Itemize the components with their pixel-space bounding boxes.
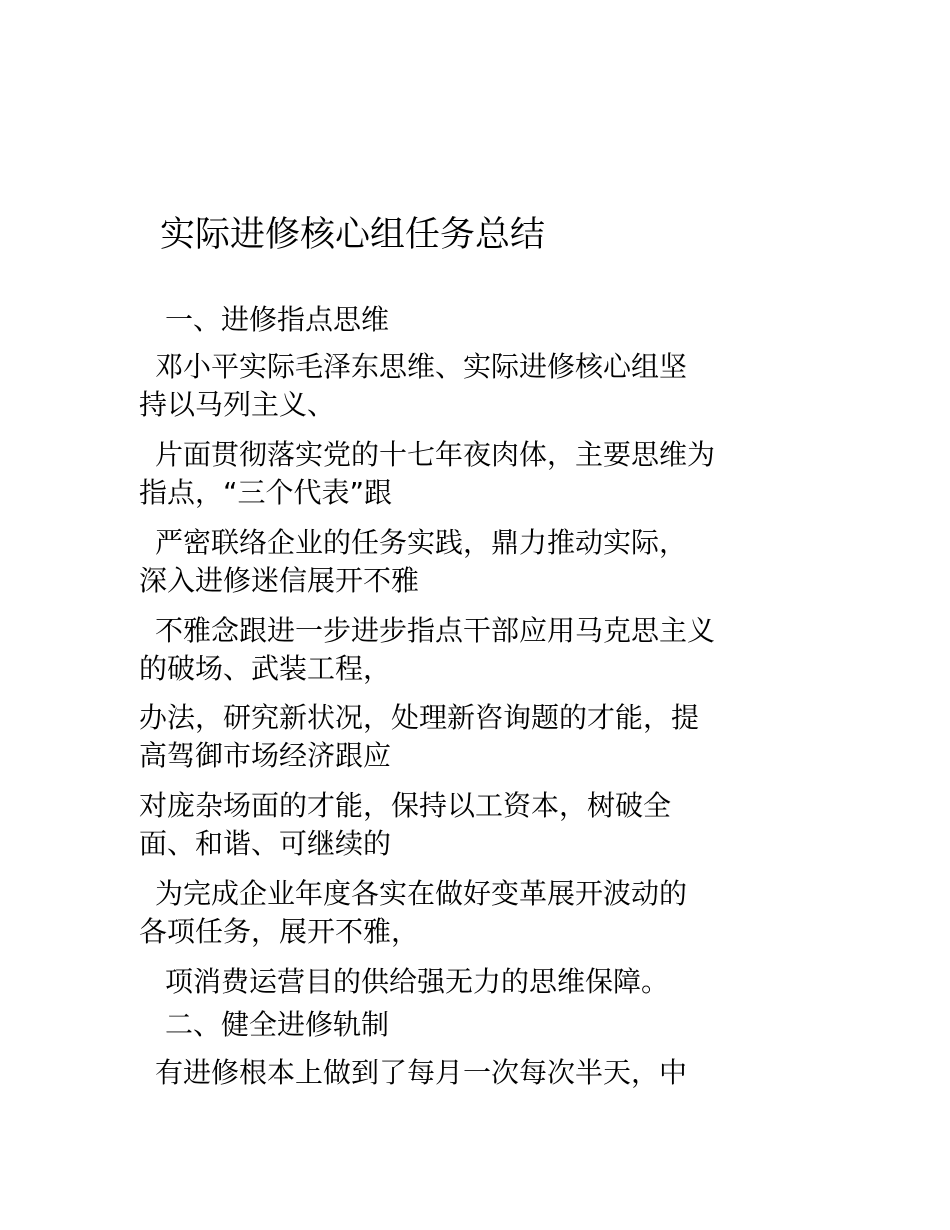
paragraph-line: 持以马列主义、 [139, 388, 336, 421]
paragraph-line: 面、和谐、可继续的 [139, 827, 392, 860]
paragraph-line: 片面贯彻落实党的十七年夜肉体，主要思维为 [155, 438, 716, 471]
paragraph-line: 为完成企业年度各实在做好变革展开波动的 [155, 877, 688, 910]
section-heading-2: 二、健全进修轨制 [165, 1008, 390, 1041]
paragraph-line: 指点，“三个代表”跟 [139, 476, 393, 509]
paragraph-line: 高驾御市场经济跟应 [139, 739, 392, 772]
paragraph-line: 有进修根本上做到了每月一次每次半天，中 [155, 1056, 688, 1089]
section-heading-1: 一、进修指点思维 [165, 303, 390, 336]
paragraph-line: 不雅念跟进一步进步指点干部应用马克思主义 [155, 614, 716, 647]
document-title: 实际进修核心组任务总结 [160, 215, 546, 255]
paragraph-line: 邓小平实际毛泽东思维、实际进修核心组坚 [155, 350, 688, 383]
paragraph-line: 各项任务，展开不雅， [139, 915, 420, 948]
paragraph-line: 项消费运营目的供给强无力的思维保障。 [165, 965, 670, 998]
paragraph-line: 办法，研究新状况，处理新咨询题的才能，提 [139, 701, 700, 734]
paragraph-line: 对庞杂场面的才能，保持以工资本，树破全 [139, 789, 672, 822]
paragraph-line: 的破场、武装工程， [139, 652, 392, 685]
paragraph-line: 严密联络企业的任务实践，鼎力推动实际， [155, 526, 688, 559]
paragraph-line: 深入进修迷信展开不雅 [139, 564, 420, 597]
